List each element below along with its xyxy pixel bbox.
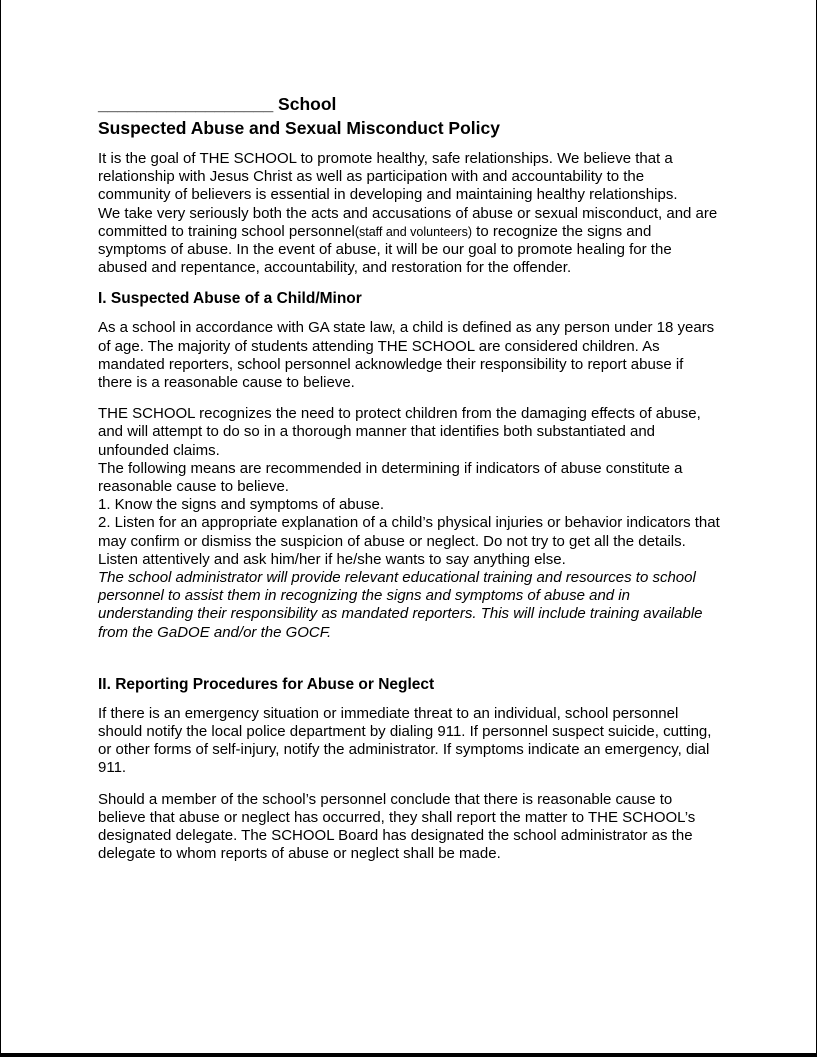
section-heading-suspected-abuse: I. Suspected Abuse of a Child/Minor [98, 290, 362, 308]
section2-paragraph-designated-delegate: Should a member of the school’s personnel conclude that there is reasonable cause to believe that abuse or neglect has occurred, they shall report the matter to THE SCHOOL’s designated delegate. The SCHOOL Board has designated the school administrator as the delegate to whom reports of abuse or neglect shall be made. [98, 790, 696, 863]
intro-paragraph-goal: It is the goal of THE SCHOOL to promote healthy, safe relationships. We believe that a relationship with Jesus Christ as well as participation with and accountability to the community of believers is essential in developing and maintaining healthy relationships. [98, 150, 678, 204]
document-content [98, 92, 720, 864]
intro-paragraph-commitment-continued: to recognize the signs and symptoms of abuse. In the event of abuse, it will be our goal to promote healing for the abused and repentance, accountability, and restoration for the offender. [98, 222, 672, 277]
section1-training-note: The school administrator will provide relevant educational training and resources to school personnel to assist them in recognizing the signs and symptoms of abuse and in understanding their responsibility as mandated reporters. This will include training available from the GaDOE and/or the GOCF. [98, 569, 703, 641]
section-heading-reporting-procedures: II. Reporting Procedures for Abuse or Neglect [98, 675, 435, 693]
section1-paragraph-definition: As a school in accordance with GA state law, a child is defined as any person under 18 years of age. The majority of students attending THE SCHOOL are considered children. As mandated reporters, school personnel acknowledge their responsibility to report abuse if there is a reasonable cause to believe. [98, 319, 715, 392]
section1-paragraph-recognition: THE SCHOOL recognizes the need to protect children from the damaging effects of abuse, and will attempt to do so in a thorough manner that identifies both substantiated and unfounded claims. [98, 405, 701, 459]
document-title-policy: Suspected Abuse and Sexual Misconduct Policy [98, 118, 500, 138]
intro-paragraph-commitment [98, 205, 720, 278]
section2-paragraph-emergency: If there is an emergency situation or immediate threat to an individual, school personnel should notify the local police department by dialing 911. If personnel suspect suicide, cutting, or other forms of self-injury, notify the administrator. If symptoms indicate an emergency, dial 911. [98, 704, 712, 777]
intro-paragraph-commitment-text: We take very seriously both the acts and accusations of abuse or sexual misconduct, and are committed to training school personnel [98, 204, 718, 240]
staff-volunteers-parenthetical: (staff and volunteers) [354, 224, 473, 239]
section1-list-item-1: 1. Know the signs and symptoms of abuse. [98, 496, 384, 514]
section1-paragraph-recommended-means: The following means are recommended in determining if indicators of abuse constitute a reasonable cause to believe. [98, 459, 683, 496]
section1-list-item-2: 2. Listen for an appropriate explanation of a child’s physical injuries or behavior indicators that may confirm or dismiss the suspicion of abuse or neglect. Do not try to get all the details. Listen attentively and ask him/her if he/she wants to say anything else. [98, 514, 720, 568]
document-title-blank-school: __________________ School [98, 94, 337, 114]
